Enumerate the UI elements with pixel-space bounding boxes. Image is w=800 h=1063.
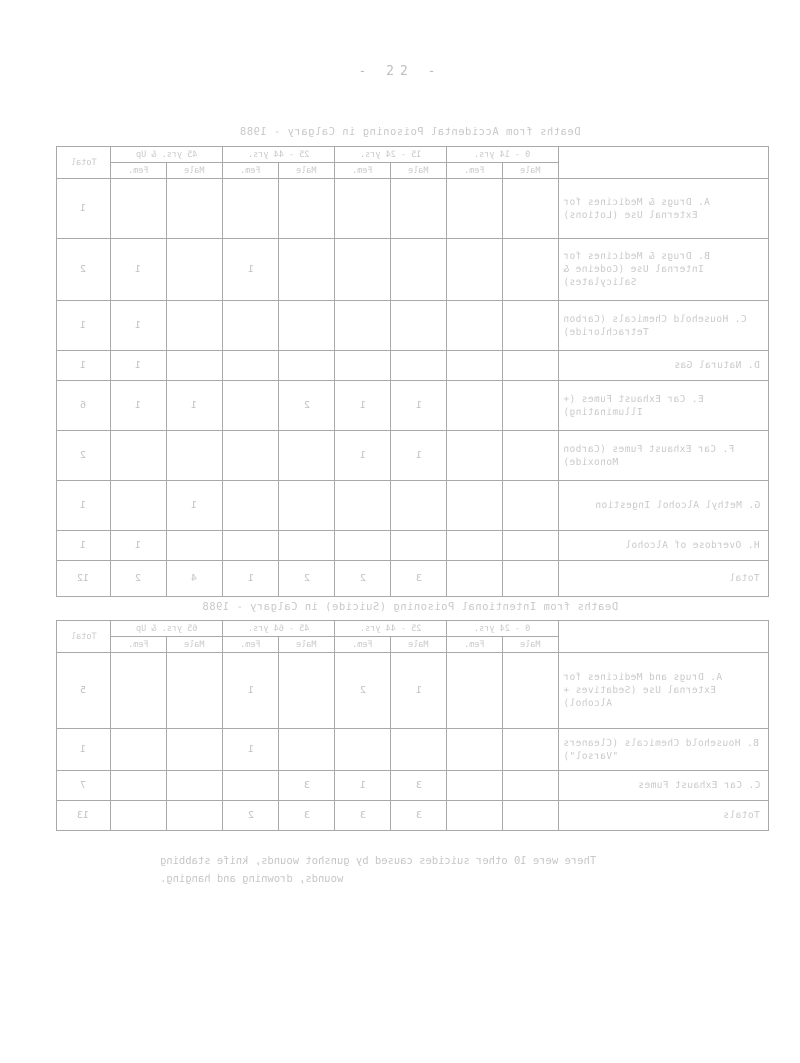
count-cell <box>391 531 447 561</box>
row-total-cell: 2 <box>57 431 111 481</box>
count-cell <box>503 351 559 381</box>
sex-header: Fem. <box>223 163 279 179</box>
row-total-cell: 1 <box>57 301 111 351</box>
reason-cell: A. Drugs and Medicines for External Use (Sedatives + Alcohol) <box>559 653 769 729</box>
count-cell <box>279 351 335 381</box>
count-cell <box>167 801 223 831</box>
count-cell: 2 <box>335 561 391 597</box>
count-cell: 1 <box>111 351 167 381</box>
count-cell <box>111 801 167 831</box>
count-cell <box>391 301 447 351</box>
accidental-poisoning-table <box>56 146 769 597</box>
reason-cell: F. Car Exhaust Fumes (Carbon Monoxide) <box>559 431 769 481</box>
count-cell <box>111 481 167 531</box>
count-cell: 3 <box>391 561 447 597</box>
row-total-cell: 6 <box>57 381 111 431</box>
count-cell <box>279 301 335 351</box>
count-cell <box>335 351 391 381</box>
count-cell <box>167 653 223 729</box>
sex-header: Fem. <box>447 163 503 179</box>
age-group-header: 0 - 24 yrs. <box>447 621 559 637</box>
count-cell <box>391 179 447 239</box>
footnote-line-1: There were 10 other suicides caused by gunshot wounds, knife stabbing <box>160 855 597 867</box>
table-row <box>57 531 769 561</box>
count-cell <box>447 301 503 351</box>
count-cell <box>447 351 503 381</box>
count-cell <box>167 771 223 801</box>
count-cell <box>223 531 279 561</box>
count-cell <box>447 801 503 831</box>
count-cell <box>447 179 503 239</box>
count-cell <box>111 431 167 481</box>
count-cell: 1 <box>111 381 167 431</box>
count-cell <box>167 239 223 301</box>
sex-header: Male <box>279 637 335 653</box>
table-row <box>57 653 769 729</box>
row-total-cell: 1 <box>57 481 111 531</box>
count-cell <box>503 381 559 431</box>
count-cell <box>167 179 223 239</box>
row-total-cell: 1 <box>57 351 111 381</box>
row-total-cell: 12 <box>57 561 111 597</box>
count-cell: 1 <box>335 431 391 481</box>
reason-cell: Totals <box>559 801 769 831</box>
count-cell: 1 <box>335 771 391 801</box>
count-cell <box>223 481 279 531</box>
sex-header: Fem. <box>111 163 167 179</box>
count-cell: 1 <box>391 431 447 481</box>
count-cell: 1 <box>223 653 279 729</box>
count-cell <box>503 531 559 561</box>
age-group-header: 25 - 44 yrs. <box>335 621 447 637</box>
age-group-header: 65 yrs. & Up <box>111 621 223 637</box>
count-cell: 1 <box>223 239 279 301</box>
count-cell <box>279 179 335 239</box>
count-cell <box>335 239 391 301</box>
table1-caption: Deaths from Accidental Poisoning in Calgary - 1988 <box>239 126 581 138</box>
footnote <box>160 852 720 888</box>
count-cell <box>335 179 391 239</box>
page-number: - 22 - <box>358 64 442 79</box>
age-group-header: 25 - 44 yrs. <box>223 147 335 163</box>
reason-cell: A. Drugs & Medicines for External Use (Lotions) <box>559 179 769 239</box>
count-cell: 2 <box>279 381 335 431</box>
count-cell <box>391 351 447 381</box>
count-cell <box>447 561 503 597</box>
count-cell <box>391 481 447 531</box>
sex-header: Male <box>167 637 223 653</box>
count-cell: 3 <box>391 771 447 801</box>
count-cell <box>503 561 559 597</box>
count-cell <box>447 481 503 531</box>
age-group-header: 45 yrs. & Up <box>111 147 223 163</box>
count-cell <box>503 653 559 729</box>
age-group-header: 0 - 14 yrs. <box>447 147 559 163</box>
total-header: Total <box>57 147 111 179</box>
reason-cell: C. Household Chemicals (Carbon Tetrachloride) <box>559 301 769 351</box>
count-cell <box>279 531 335 561</box>
count-cell: 1 <box>223 729 279 771</box>
count-cell <box>503 481 559 531</box>
count-cell: 4 <box>167 561 223 597</box>
sex-header: Fem. <box>447 637 503 653</box>
count-cell: 1 <box>223 561 279 597</box>
table2-caption: Deaths from Intentional Poisoning (Suicide) in Calgary - 1988 <box>201 601 619 613</box>
sex-header: Fem. <box>335 637 391 653</box>
age-group-header: 45 - 64 yrs. <box>223 621 335 637</box>
row-total-cell: 7 <box>57 771 111 801</box>
age-group-header: 15 - 24 yrs. <box>335 147 447 163</box>
count-cell <box>223 179 279 239</box>
row-total-cell: 1 <box>57 531 111 561</box>
table-row <box>57 771 769 801</box>
reason-cell: D. Natural Gas <box>559 351 769 381</box>
count-cell <box>503 239 559 301</box>
reason-header <box>559 147 769 179</box>
count-cell <box>391 729 447 771</box>
footnote-line-2: wounds, drowning and hanging. <box>160 873 344 885</box>
table-row <box>57 561 769 597</box>
count-cell <box>167 301 223 351</box>
count-cell <box>447 381 503 431</box>
count-cell: 1 <box>111 301 167 351</box>
count-cell <box>111 771 167 801</box>
count-cell <box>167 351 223 381</box>
count-cell <box>335 481 391 531</box>
sex-header: Fem. <box>111 637 167 653</box>
count-cell <box>447 729 503 771</box>
count-cell <box>279 239 335 301</box>
table-row <box>57 729 769 771</box>
count-cell <box>503 179 559 239</box>
count-cell <box>223 351 279 381</box>
count-cell: 3 <box>335 801 391 831</box>
count-cell <box>167 729 223 771</box>
count-cell: 2 <box>111 561 167 597</box>
count-cell: 2 <box>335 653 391 729</box>
count-cell <box>335 531 391 561</box>
table-row <box>57 239 769 301</box>
row-total-cell: 1 <box>57 179 111 239</box>
count-cell: 1 <box>167 481 223 531</box>
count-cell <box>279 729 335 771</box>
count-cell <box>447 653 503 729</box>
count-cell <box>503 431 559 481</box>
count-cell <box>447 431 503 481</box>
count-cell: 1 <box>335 381 391 431</box>
count-cell: 1 <box>167 381 223 431</box>
count-cell <box>279 431 335 481</box>
table-row <box>57 801 769 831</box>
count-cell <box>391 239 447 301</box>
count-cell <box>447 531 503 561</box>
count-cell: 3 <box>391 801 447 831</box>
reason-cell: C. Car Exhaust Fumes <box>559 771 769 801</box>
reason-cell: E. Car Exhaust Fumes (+ Illuminating) <box>559 381 769 431</box>
count-cell <box>111 653 167 729</box>
reason-cell: B. Drugs & Medicines for Internal Use (Codeine & Salicylates) <box>559 239 769 301</box>
count-cell <box>335 729 391 771</box>
count-cell <box>447 771 503 801</box>
table-row <box>57 381 769 431</box>
reason-cell: B. Household Chemicals (Cleaners "Varsol") <box>559 729 769 771</box>
count-cell <box>503 729 559 771</box>
count-cell <box>111 179 167 239</box>
total-header: Total <box>57 621 111 653</box>
row-total-cell: 2 <box>57 239 111 301</box>
count-cell: 2 <box>279 561 335 597</box>
count-cell <box>167 531 223 561</box>
count-cell: 1 <box>391 653 447 729</box>
sex-header: Fem. <box>335 163 391 179</box>
count-cell <box>335 301 391 351</box>
table-row <box>57 431 769 481</box>
count-cell: 3 <box>279 771 335 801</box>
row-total-cell: 1 <box>57 729 111 771</box>
count-cell <box>279 481 335 531</box>
table-row <box>57 351 769 381</box>
count-cell <box>279 653 335 729</box>
count-cell <box>223 771 279 801</box>
count-cell <box>223 301 279 351</box>
table-row <box>57 301 769 351</box>
reason-cell: H. Overdose of Alcohol <box>559 531 769 561</box>
count-cell: 3 <box>279 801 335 831</box>
sex-header: Male <box>167 163 223 179</box>
sex-header: Male <box>503 637 559 653</box>
count-cell <box>111 729 167 771</box>
count-cell: 1 <box>391 381 447 431</box>
count-cell <box>223 431 279 481</box>
sex-header: Male <box>503 163 559 179</box>
count-cell <box>503 301 559 351</box>
reason-header <box>559 621 769 653</box>
reason-cell: Total <box>559 561 769 597</box>
intentional-poisoning-table <box>56 620 769 831</box>
count-cell <box>503 801 559 831</box>
table-row <box>57 481 769 531</box>
count-cell <box>503 771 559 801</box>
count-cell <box>167 431 223 481</box>
sex-header: Fem. <box>223 637 279 653</box>
count-cell <box>447 239 503 301</box>
sex-header: Male <box>391 163 447 179</box>
count-cell: 1 <box>111 239 167 301</box>
reason-cell: G. Methyl Alcohol Ingestion <box>559 481 769 531</box>
row-total-cell: 5 <box>57 653 111 729</box>
sex-header: Male <box>391 637 447 653</box>
sex-header: Male <box>279 163 335 179</box>
count-cell: 1 <box>111 531 167 561</box>
row-total-cell: 13 <box>57 801 111 831</box>
table-row <box>57 179 769 239</box>
count-cell: 2 <box>223 801 279 831</box>
count-cell <box>223 381 279 431</box>
